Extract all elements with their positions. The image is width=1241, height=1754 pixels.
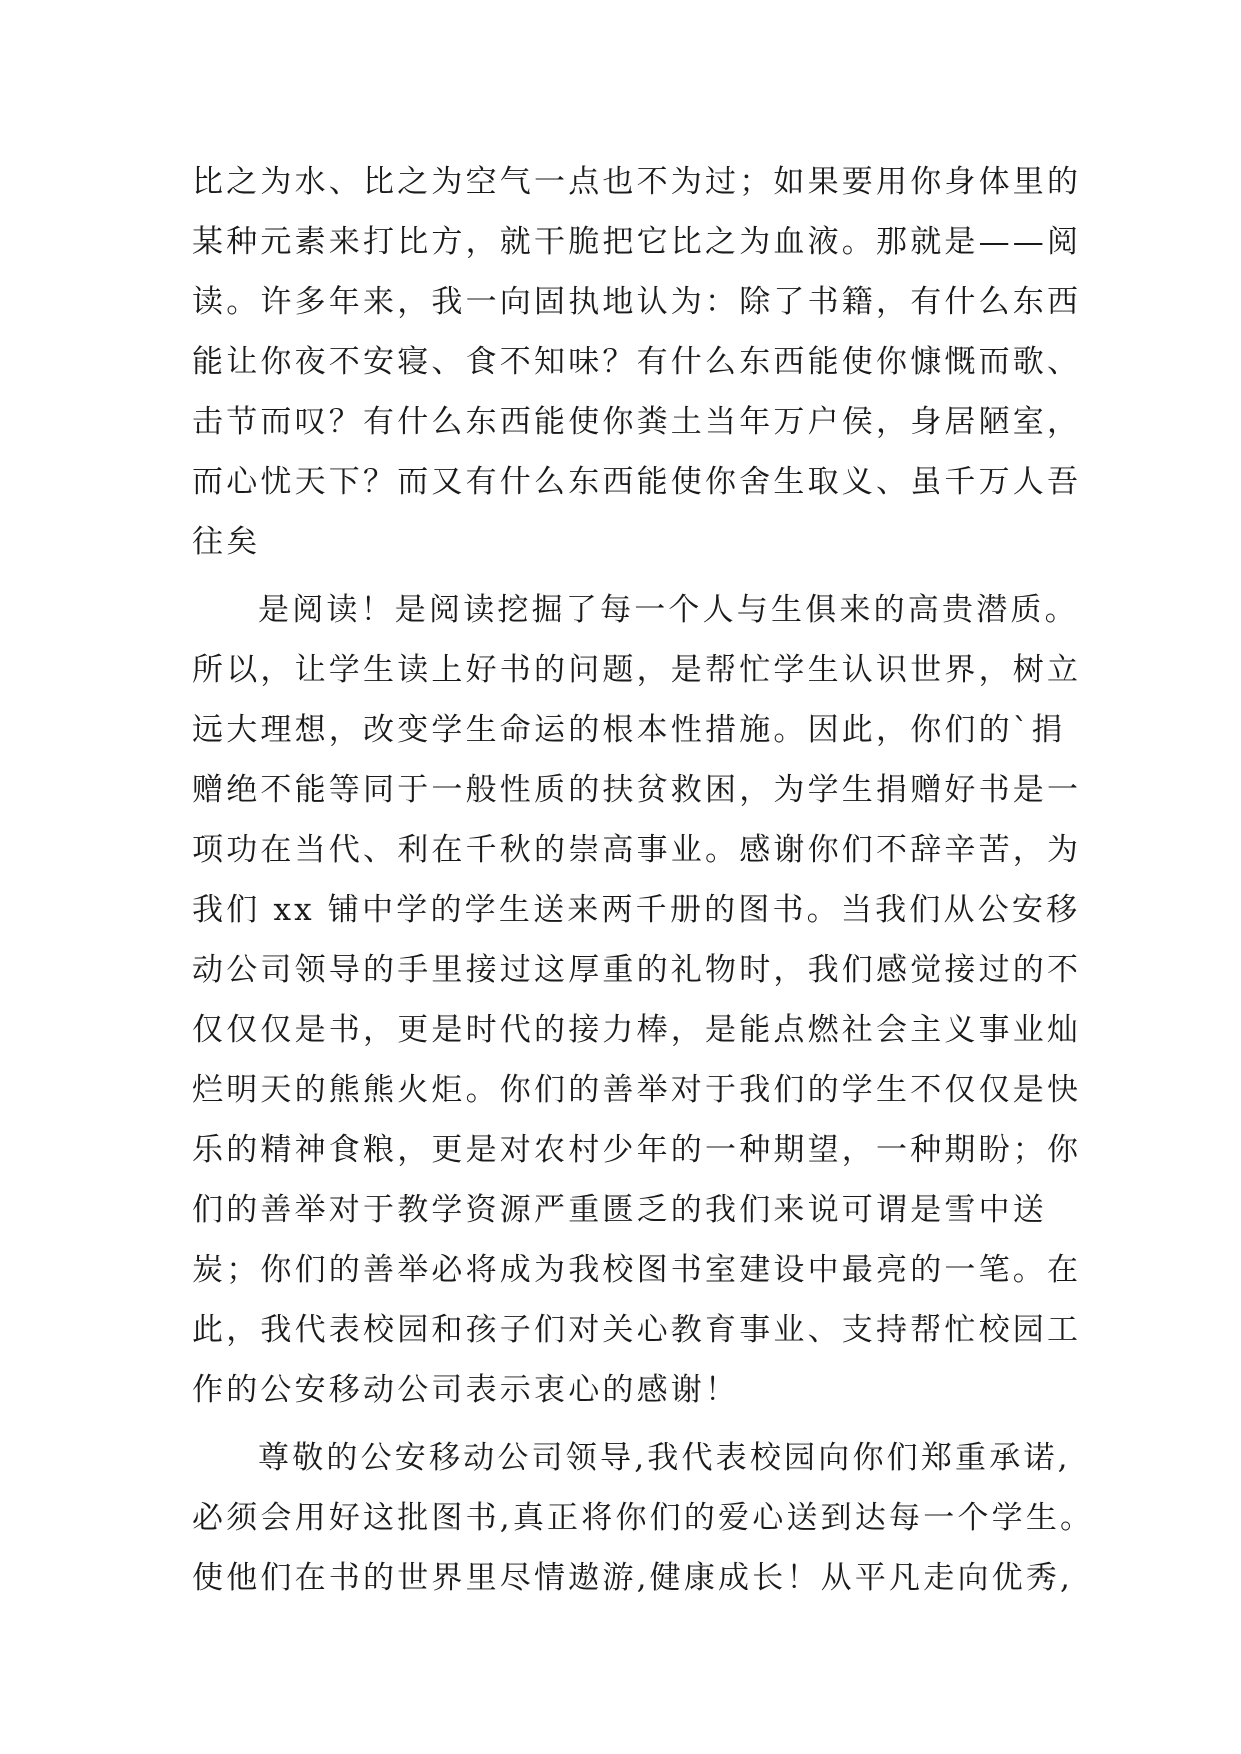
paragraph-2 <box>192 580 1082 1420</box>
text-line: 动公司领导的手里接过这厚重的礼物时，我们感觉接过的不 <box>192 952 1082 988</box>
text-line: 击节而叹？有什么东西能使你粪土当年万户侯，身居陋室， <box>192 404 1082 440</box>
text-line: 作的公安移动公司表示衷心的感谢！ <box>192 1372 740 1408</box>
text-line: 们的善举对于教学资源严重匮乏的我们来说可谓是雪中送 <box>192 1192 1047 1228</box>
text-line: 赠绝不能等同于一般性质的扶贫救困，为学生捐赠好书是一 <box>192 772 1082 808</box>
text-line: 炭；你们的善举必将成为我校图书室建设中最亮的一笔。在 <box>192 1252 1082 1288</box>
text-line: 远大理想，改变学生命运的根本性措施。因此，你们的`捐 <box>192 712 1066 748</box>
text-line: 比之为水、比之为空气一点也不为过；如果要用你身体里的 <box>192 164 1082 200</box>
text-line: 仅仅仅是书，更是时代的接力棒，是能点燃社会主义事业灿 <box>192 1012 1082 1048</box>
text-line: 我们 xx 铺中学的学生送来两千册的图书。当我们从公安移 <box>192 892 1081 928</box>
text-line: 尊敬的公安移动公司领导,我代表校园向你们郑重承诺, <box>258 1440 1071 1476</box>
text-line: 而心忧天下？而又有什么东西能使你舍生取义、虽千万人吾 <box>192 464 1082 500</box>
text-line: 能让你夜不安寝、食不知味？有什么东西能使你慷慨而歌、 <box>192 344 1082 380</box>
text-line: 烂明天的熊熊火炬。你们的善举对于我们的学生不仅仅是快 <box>192 1072 1082 1108</box>
paragraph-1 <box>192 152 1082 572</box>
text-line: 项功在当代、利在千秋的崇高事业。感谢你们不辞辛苦，为 <box>192 832 1082 868</box>
text-line: 某种元素来打比方，就干脆把它比之为血液。那就是——阅 <box>192 224 1082 260</box>
paragraph-3 <box>192 1428 1095 1608</box>
text-line: 所以，让学生读上好书的问题，是帮忙学生认识世界，树立 <box>192 652 1082 688</box>
text-line: 使他们在书的世界里尽情遨游,健康成长！从平凡走向优秀, <box>192 1560 1074 1596</box>
document-body <box>192 152 1095 1608</box>
text-line: 往矣 <box>192 524 261 560</box>
text-line: 必须会用好这批图书,真正将你们的爱心送到达每一个学生。 <box>192 1500 1095 1536</box>
text-line: 乐的精神食粮，更是对农村少年的一种期望，一种期盼；你 <box>192 1132 1082 1168</box>
text-line: 读。许多年来，我一向固执地认为：除了书籍，有什么东西 <box>192 284 1082 320</box>
text-line: 是阅读！是阅读挖掘了每一个人与生俱来的高贵潜质。 <box>258 592 1079 628</box>
text-line: 此，我代表校园和孩子们对关心教育事业、支持帮忙校园工 <box>192 1312 1082 1348</box>
paragraph-spacer <box>192 572 1052 580</box>
paragraph-spacer <box>192 1420 1052 1428</box>
